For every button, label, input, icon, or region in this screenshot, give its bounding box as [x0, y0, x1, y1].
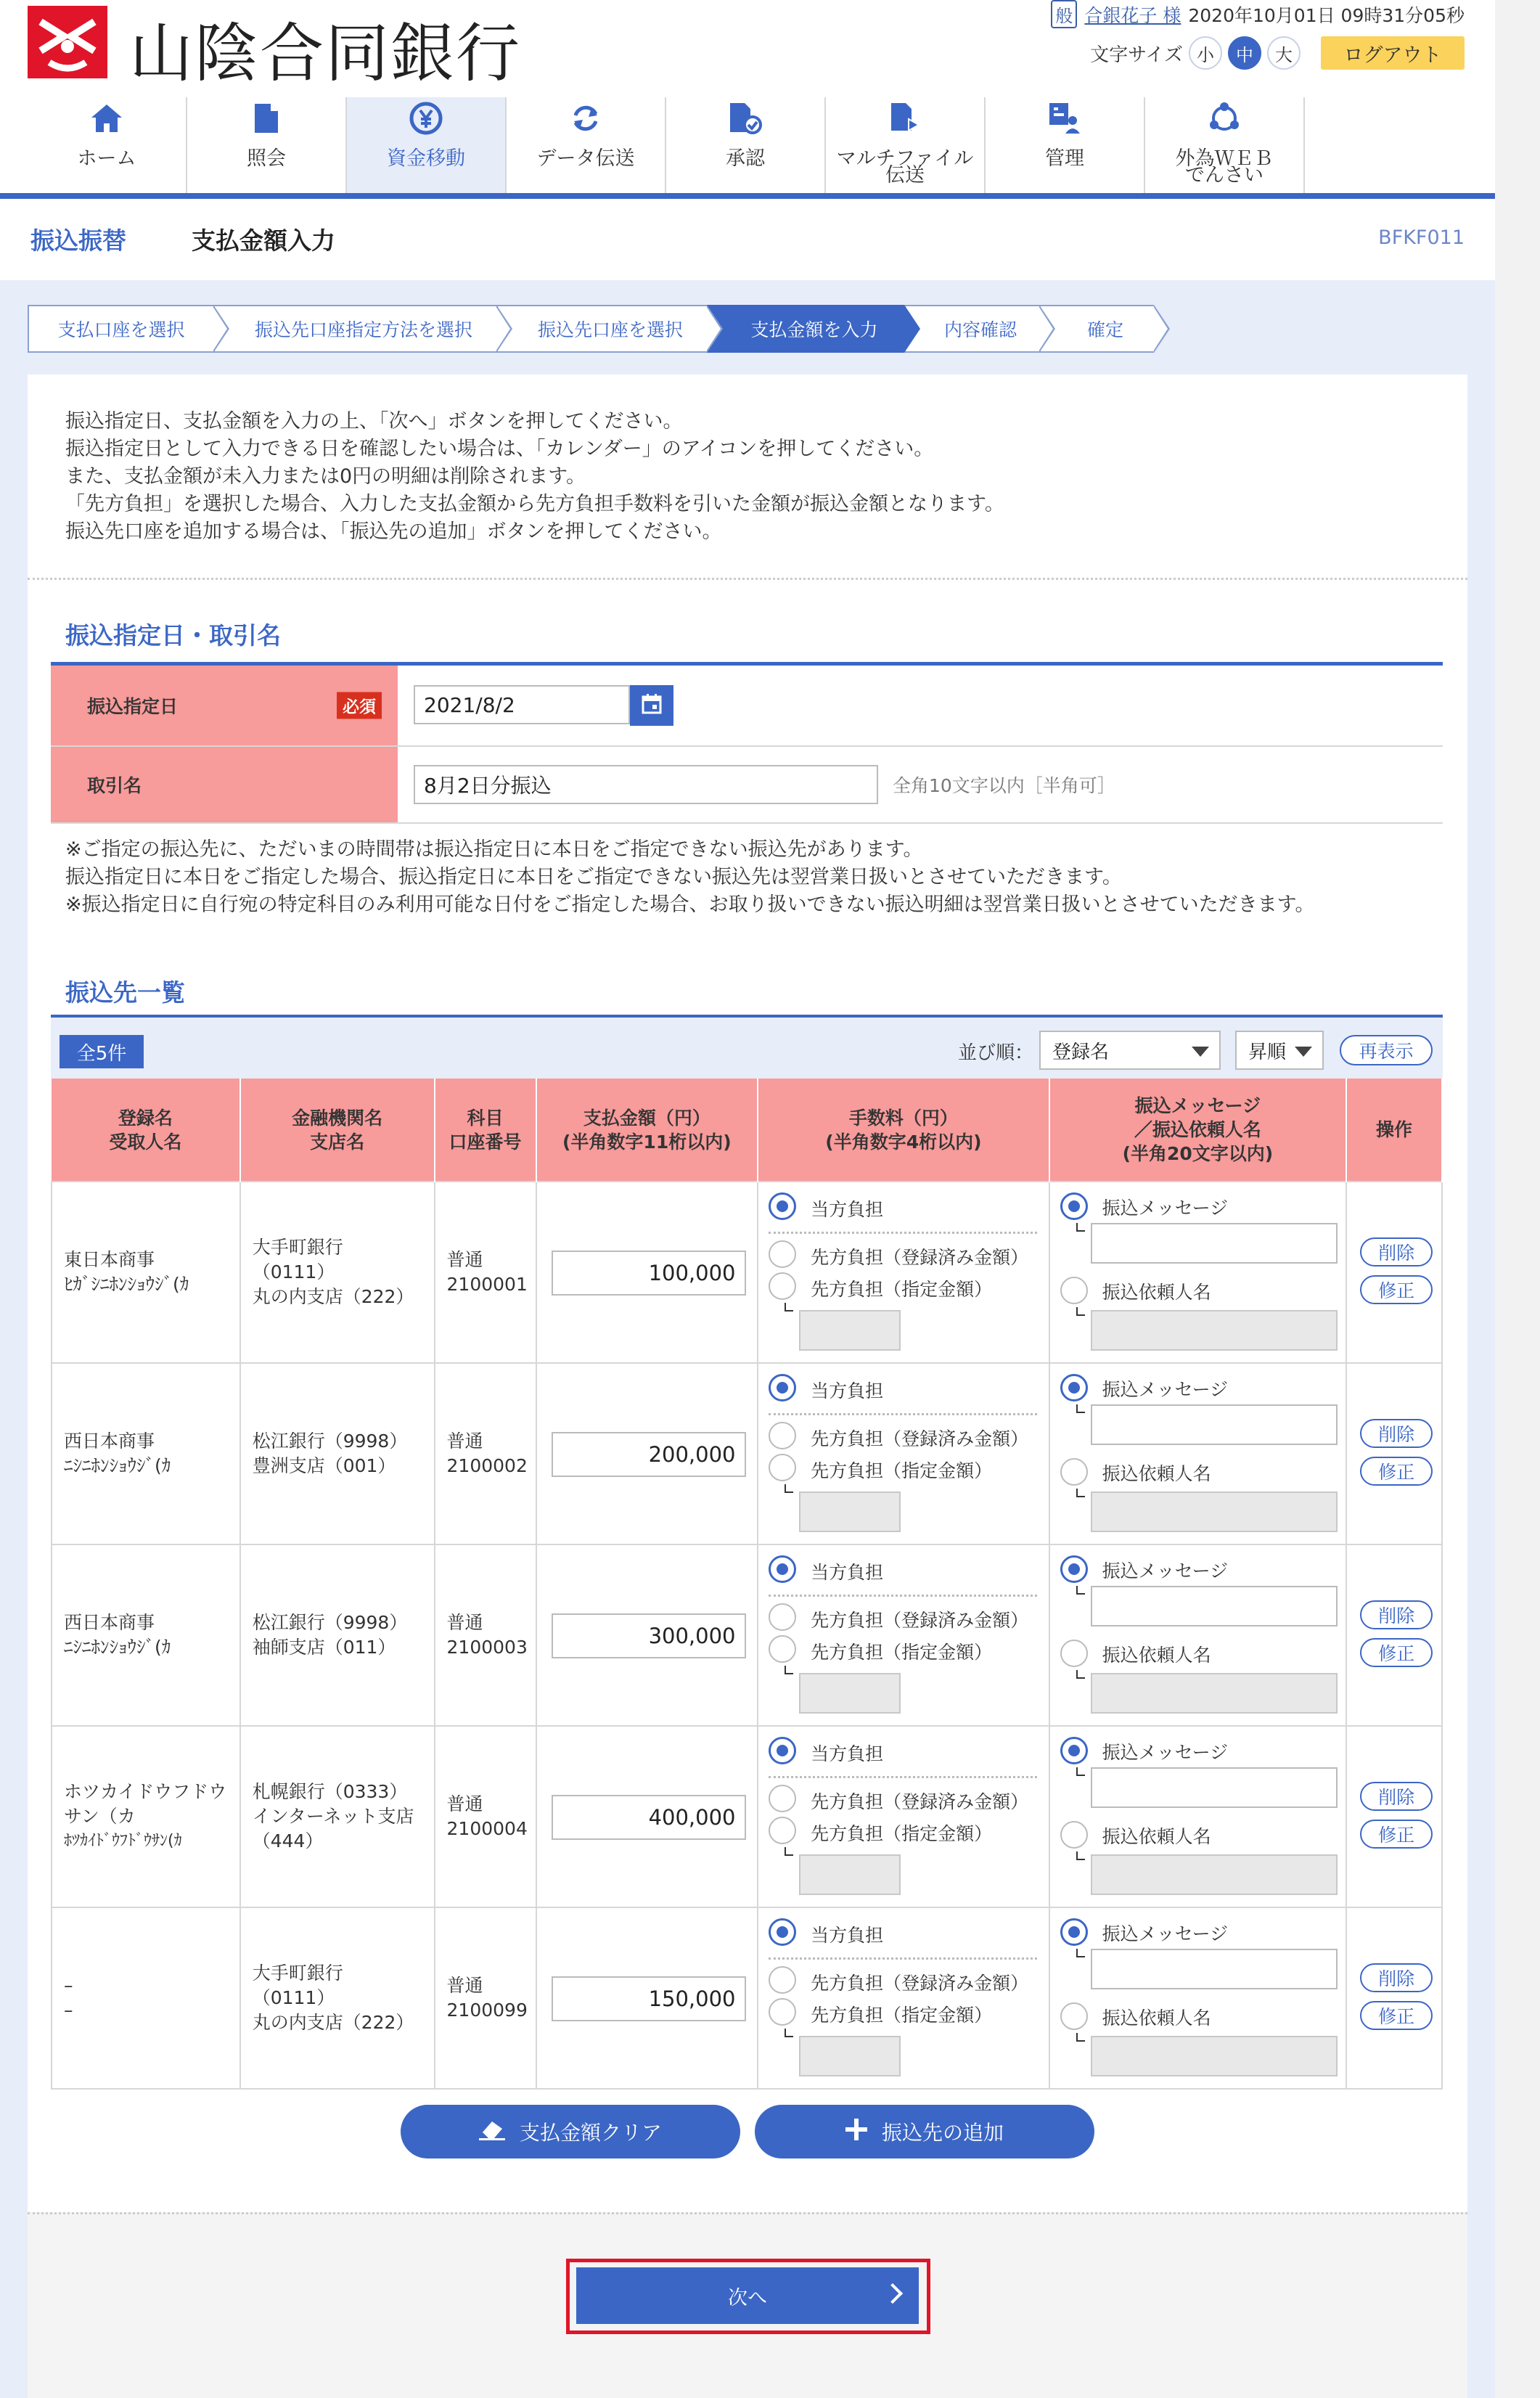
instruction-line: 振込指定日として入力できる日を確認したい場合は、「カレンダー」のアイコンを押してください。 [65, 438, 934, 460]
bank-cell [240, 1363, 435, 1544]
nav-multifile[interactable] [826, 97, 986, 195]
registered-name: – [64, 1975, 73, 1996]
amount-cell [536, 1726, 758, 1907]
account-cell [435, 1363, 536, 1544]
recipient-name-kana: ﾎﾂｶｲﾄﾞｳﾌﾄﾞｳｻﾝ(ｶ [64, 1832, 182, 1850]
account-number: 2100003 [446, 1637, 528, 1658]
requester-label: 振込依頼人名 [1102, 1282, 1211, 1303]
fee-amount-input [799, 1310, 901, 1351]
edit-button[interactable]: 修正 [1360, 1820, 1433, 1849]
payee-name-cell [52, 1363, 240, 1544]
transaction-name-hint: 全角10文字以内［半角可］ [893, 775, 1115, 796]
col-header-account: 科目 口座番号 [435, 1079, 536, 1182]
payee-name-cell [52, 1182, 240, 1363]
approval-document-icon [727, 100, 763, 136]
chevron-down-icon [1192, 1047, 1209, 1057]
fee-specified-label: 先方負担（指定金額） [811, 2005, 993, 2026]
eraser-icon [479, 2119, 505, 2145]
transfer-date-label-text: 振込指定日 [87, 696, 179, 717]
bank-name: 大手町銀行 [252, 1237, 343, 1258]
requester-radio[interactable] [1060, 1640, 1088, 1667]
account-cell [435, 1726, 536, 1907]
bank-name: 松江銀行（9998） [252, 1431, 408, 1452]
document-icon [248, 100, 284, 136]
message-input[interactable] [1091, 1223, 1338, 1264]
recipient-name: サン（カ [64, 1806, 136, 1827]
screen-id: BFKF011 [1378, 226, 1465, 249]
fee-self-label: 当方負担 [811, 1199, 884, 1220]
table-row [52, 1182, 1442, 1363]
sort-order-select[interactable] [1235, 1031, 1324, 1070]
font-size-medium-button[interactable]: 中 [1228, 36, 1261, 70]
global-nav [28, 97, 1467, 195]
user-name-link[interactable]: 合銀花子 様 [1084, 4, 1181, 26]
amount-input[interactable]: 400,000 [552, 1795, 746, 1840]
network-icon [1206, 100, 1242, 136]
calendar-button[interactable] [630, 685, 673, 726]
next-button[interactable] [576, 2267, 919, 2324]
requester-input [1091, 1310, 1338, 1351]
requester-input [1091, 1491, 1338, 1532]
table-header [52, 1079, 1442, 1182]
message-input[interactable] [1091, 1404, 1338, 1445]
message-cell [1049, 1907, 1346, 2089]
indent-elbow-icon [785, 1484, 793, 1493]
edit-button[interactable]: 修正 [1360, 1457, 1433, 1486]
registered-name: 西日本商事 [64, 1431, 155, 1452]
indent-elbow-icon [1076, 1670, 1085, 1679]
progress-steps [28, 305, 1154, 353]
edit-button[interactable]: 修正 [1360, 1638, 1433, 1667]
account-type: 普通 [446, 1431, 483, 1452]
step-3: 振込先口座を選択 [496, 305, 707, 353]
requester-label: 振込依頼人名 [1102, 1826, 1211, 1847]
fee-amount-input [799, 1491, 901, 1532]
divider [769, 1957, 1037, 1960]
clear-amount-button[interactable] [401, 2105, 740, 2158]
indent-elbow-icon [785, 1666, 793, 1674]
bank-name: 大手町銀行 [252, 1963, 343, 1984]
fee-self-radio[interactable] [769, 1374, 796, 1401]
message-radio[interactable] [1060, 1192, 1088, 1220]
account-number: 2100002 [446, 1455, 528, 1476]
divider [769, 1232, 1037, 1234]
fee-self-radio[interactable] [769, 1918, 796, 1946]
fee-registered-radio[interactable] [769, 1603, 796, 1631]
recipient-name: ﾆｼﾆﾎﾝｼｮｳｼﾞ(ｶ [64, 1455, 171, 1476]
amount-input[interactable]: 150,000 [552, 1976, 746, 2021]
fee-specified-radio[interactable] [769, 1998, 796, 2026]
delete-button[interactable]: 削除 [1360, 1419, 1433, 1448]
font-size-large-button[interactable]: 大 [1267, 36, 1301, 70]
divider [769, 1413, 1037, 1415]
nav-inquiry-label: 照会 [247, 147, 286, 170]
page-title: 支払金額入力 [192, 226, 335, 255]
indent-elbow-icon [1076, 1767, 1085, 1776]
font-size-controls [1090, 36, 1465, 70]
delete-button[interactable]: 削除 [1360, 1963, 1433, 1992]
bank-name: 松江銀行（9998） [252, 1612, 408, 1633]
note-line: ※ご指定の振込先に、ただいまの時間帯は振込指定日に本日をご指定できない振込先があります。 [65, 838, 923, 861]
fee-registered-radio[interactable] [769, 1240, 796, 1268]
plus-icon [845, 2119, 867, 2145]
registered-name: 西日本商事 [64, 1612, 155, 1633]
refresh-button[interactable]: 再表示 [1340, 1035, 1433, 1065]
col-header-bank: 金融機関名 支店名 [240, 1079, 435, 1182]
yen-circle-icon [408, 100, 444, 136]
fee-specified-label: 先方負担（指定金額） [811, 1642, 993, 1663]
fee-specified-radio[interactable] [769, 1454, 796, 1481]
font-size-label: 文字サイズ [1090, 44, 1183, 66]
page-category: 振込振替 [30, 226, 126, 255]
step-1: 支払口座を選択 [28, 305, 213, 353]
bank-name: 山陰合同銀行 [129, 16, 522, 91]
chevron-right-icon [882, 2283, 903, 2304]
message-input[interactable] [1091, 1949, 1338, 1989]
section-title-date: 振込指定日・取引名 [65, 621, 281, 650]
col-header-message: 振込メッセージ ／振込依頼人名 (半角20文字以内) [1049, 1079, 1346, 1182]
col-header-fee: 手数料（円） (半角数字4桁以内) [758, 1079, 1049, 1182]
calendar-icon [641, 693, 663, 718]
sort-field-value: 登録名 [1052, 1041, 1110, 1063]
fee-self-radio[interactable] [769, 1737, 796, 1764]
fee-cell [758, 1182, 1049, 1363]
fee-registered-label: 先方負担（登録済み金額） [811, 1610, 1029, 1631]
step-4: 支払金額を入力 [707, 305, 904, 353]
actions-cell [1346, 1544, 1442, 1726]
file-upload-icon [887, 100, 923, 136]
indent-elbow-icon [1076, 1404, 1085, 1413]
indent-elbow-icon [785, 2029, 793, 2037]
table-row [52, 1363, 1442, 1544]
fee-specified-label: 先方負担（指定金額） [811, 1460, 993, 1481]
indent-elbow-icon [1076, 1949, 1085, 1957]
nav-forex-label: 外為ＷＥＢ [1175, 147, 1274, 170]
instruction-line: また、支払金額が未入力または0円の明細は削除されます。 [65, 465, 586, 488]
bank-cell [240, 1726, 435, 1907]
bank-cell [240, 1907, 435, 2089]
management-icon [1047, 100, 1083, 136]
payee-table [51, 1079, 1443, 2090]
transaction-name-value [398, 747, 1443, 822]
nav-data-transfer[interactable] [507, 97, 666, 195]
amount-cell [536, 1907, 758, 2089]
step-6: 確定 [1039, 305, 1154, 353]
message-label: 振込メッセージ [1102, 1560, 1229, 1581]
edit-button[interactable]: 修正 [1360, 1275, 1433, 1304]
requester-radio[interactable] [1060, 1277, 1088, 1304]
actions-cell [1346, 1363, 1442, 1544]
recipient-name: ﾋｶﾞｼﾆﾎﾝｼｮｳｼﾞ(ｶ [64, 1274, 189, 1295]
chevron-down-icon [1295, 1047, 1312, 1057]
bank-code: 豊洲支店（001） [252, 1455, 396, 1476]
account-number: 2100099 [446, 2000, 528, 2021]
login-datetime: 2020年10月01日 09時31分05秒 [1188, 4, 1465, 26]
message-radio[interactable] [1060, 1737, 1088, 1764]
account-number: 2100004 [446, 1818, 528, 1839]
transfer-date-input[interactable]: 2021/8/2 [414, 685, 630, 724]
nav-multifile-label: マルチファイル [836, 147, 974, 170]
branch-name: 丸の内支店（222） [252, 2012, 414, 2033]
sort-field-select[interactable] [1039, 1031, 1221, 1070]
actions-cell [1346, 1182, 1442, 1363]
fee-cell [758, 1363, 1049, 1544]
bank-cell [240, 1182, 435, 1363]
account-cell [435, 1907, 536, 2089]
refresh-icon [568, 100, 604, 136]
count-badge: 全5件 [60, 1035, 144, 1068]
indent-elbow-icon [785, 1303, 793, 1311]
divider [769, 1595, 1037, 1597]
amount-input[interactable]: 300,000 [552, 1613, 746, 1658]
message-cell [1049, 1182, 1346, 1363]
instruction-line: 振込指定日、支払金額を入力の上、「次へ」ボタンを押してください。 [65, 410, 683, 433]
sort-order-value: 昇順 [1248, 1041, 1287, 1063]
transaction-name-label: 取引名 [51, 747, 398, 822]
fee-specified-radio[interactable] [769, 1817, 796, 1844]
nav-inquiry[interactable] [187, 97, 347, 195]
fee-cell [758, 1544, 1049, 1726]
requester-input [1091, 1854, 1338, 1895]
fee-cell [758, 1726, 1049, 1907]
account-cell [435, 1182, 536, 1363]
fee-amount-input [799, 2036, 901, 2076]
transfer-date-row [51, 666, 1443, 747]
message-cell [1049, 1363, 1346, 1544]
fee-amount-input [799, 1854, 901, 1895]
col-header-name: 登録名 受取人名 [52, 1079, 240, 1182]
divider [28, 578, 1467, 580]
instructions [65, 408, 1004, 546]
message-label: 振込メッセージ [1102, 1379, 1229, 1400]
requester-input [1091, 2036, 1338, 2076]
font-size-small-button[interactable]: 小 [1189, 36, 1222, 70]
list-toolbar [51, 1018, 1443, 1079]
indent-elbow-icon [1076, 1586, 1085, 1595]
requester-label: 振込依頼人名 [1102, 1645, 1211, 1666]
message-cell [1049, 1544, 1346, 1726]
fee-specified-label: 先方負担（指定金額） [811, 1823, 993, 1844]
fee-self-label: 当方負担 [811, 1380, 884, 1401]
amount-input[interactable]: 200,000 [552, 1432, 746, 1477]
fee-registered-radio[interactable] [769, 1966, 796, 1994]
message-label: 振込メッセージ [1102, 1923, 1229, 1944]
fee-registered-radio[interactable] [769, 1422, 796, 1449]
indent-elbow-icon [1076, 2033, 1085, 2042]
fee-cell [758, 1907, 1049, 2089]
required-badge: 必須 [337, 692, 382, 719]
message-input[interactable] [1091, 1586, 1338, 1626]
add-payee-label: 振込先の追加 [881, 2121, 1004, 2145]
next-label: 次へ [728, 2286, 767, 2309]
table-row [52, 1544, 1442, 1726]
requester-radio[interactable] [1060, 2002, 1088, 2030]
fee-self-label: 当方負担 [811, 1743, 884, 1764]
date-notes [65, 836, 1314, 919]
fee-registered-radio[interactable] [769, 1785, 796, 1812]
nav-management[interactable] [986, 97, 1145, 195]
amount-cell [536, 1544, 758, 1726]
note-line: ※振込指定日に自行宛の特定科目のみ利用可能な日付をご指定した場合、お取り扱いできない振込明細は翌営業日扱いとさせていただきます。 [65, 893, 1315, 916]
delete-button[interactable]: 削除 [1360, 1782, 1433, 1811]
account-type: 普通 [446, 1975, 483, 1996]
user-info [1051, 0, 1465, 28]
add-payee-button[interactable] [755, 2105, 1094, 2158]
bank-code: インターネット支店 [252, 1806, 414, 1827]
note-line: 振込指定日に本日をご指定した場合、振込指定日に本日をご指定できない振込先は翌営業日扱いとさせていただきます。 [65, 866, 1122, 888]
transaction-name-input[interactable]: 8月2日分振込 [414, 765, 878, 804]
fee-registered-label: 先方負担（登録済み金額） [811, 1973, 1029, 1994]
recipient-name: – [64, 2000, 73, 2021]
table-row [52, 1726, 1442, 1907]
section-title-payees: 振込先一覧 [65, 978, 185, 1007]
payee-name-cell [52, 1726, 240, 1907]
registered-name: 東日本商事 [64, 1249, 155, 1270]
nav-approval[interactable] [666, 97, 826, 195]
message-cell [1049, 1726, 1346, 1907]
fee-specified-radio[interactable] [769, 1635, 796, 1663]
instruction-line: 振込先口座を追加する場合は、「振込先の追加」ボタンを押してください。 [65, 520, 722, 543]
transfer-date-value [398, 666, 1443, 745]
step-5: 内容確認 [904, 305, 1039, 353]
indent-elbow-icon [785, 1847, 793, 1856]
message-radio[interactable] [1060, 1555, 1088, 1583]
sort-label: 並び順： [958, 1042, 1034, 1064]
message-radio[interactable] [1060, 1374, 1088, 1401]
requester-input [1091, 1673, 1338, 1714]
bank-code: 袖師支店（011） [252, 1637, 396, 1658]
recipient-name: ﾆｼﾆﾎﾝｼｮｳｼﾞ(ｶ [64, 1637, 171, 1658]
account-cell [435, 1544, 536, 1726]
nav-forex-densai[interactable] [1145, 97, 1305, 195]
transaction-name-row [51, 747, 1443, 824]
nav-multifile-label2: 伝送 [885, 164, 925, 187]
fee-registered-label: 先方負担（登録済み金額） [811, 1247, 1029, 1268]
nav-underline [0, 193, 1495, 199]
message-label: 振込メッセージ [1102, 1742, 1229, 1763]
bank-logo-icon [28, 6, 107, 78]
branch-name: 丸の内支店（222） [252, 1286, 414, 1307]
fee-registered-label: 先方負担（登録済み金額） [811, 1428, 1029, 1449]
indent-elbow-icon [1076, 1489, 1085, 1497]
amount-cell [536, 1363, 758, 1544]
registered-name: ホツカイドウフドウ [64, 1781, 227, 1802]
requester-label: 振込依頼人名 [1102, 1463, 1211, 1484]
message-radio[interactable] [1060, 1918, 1088, 1946]
fee-self-radio[interactable] [769, 1192, 796, 1220]
actions-cell [1346, 1907, 1442, 2089]
payee-name-cell [52, 1907, 240, 2089]
account-type: 普通 [446, 1612, 483, 1633]
requester-radio[interactable] [1060, 1458, 1088, 1486]
bank-name: 札幌銀行（0333） [252, 1781, 408, 1802]
indent-elbow-icon [1076, 1851, 1085, 1860]
nav-data-transfer-label: データ伝送 [536, 147, 635, 170]
divider [769, 1776, 1037, 1778]
nav-home-label: ホーム [77, 147, 136, 170]
logout-button[interactable]: ログアウト [1321, 36, 1465, 70]
branch-name: （444） [252, 1830, 324, 1851]
payee-name-cell [52, 1544, 240, 1726]
delete-button[interactable]: 削除 [1360, 1237, 1433, 1266]
fee-registered-label: 先方負担（登録済み金額） [811, 1791, 1029, 1812]
amount-cell [536, 1182, 758, 1363]
indent-elbow-icon [1076, 1307, 1085, 1316]
fee-self-label: 当方負担 [811, 1925, 884, 1946]
col-header-amount: 支払金額（円） (半角数字11桁以内) [536, 1079, 758, 1182]
transfer-date-label [51, 666, 398, 745]
amount-input[interactable]: 100,000 [552, 1251, 746, 1296]
bank-code: （0111） [252, 1987, 335, 2008]
nav-approval-label: 承認 [726, 147, 765, 170]
nav-densai-label: でんさい [1185, 164, 1263, 187]
nav-home[interactable] [28, 97, 187, 195]
message-input[interactable] [1091, 1767, 1338, 1808]
col-header-actions: 操作 [1346, 1079, 1442, 1182]
nav-fund-transfer[interactable] [347, 97, 507, 195]
edit-button[interactable]: 修正 [1360, 2001, 1433, 2030]
account-type: 普通 [446, 1793, 483, 1814]
clear-amount-label: 支払金額クリア [519, 2121, 662, 2145]
table-row [52, 1907, 1442, 2089]
instruction-line: 「先方負担」を選択した場合、入力した支払金額から先方負担手数料を引いた金額が振込金額となります。 [65, 493, 1004, 515]
fee-specified-radio[interactable] [769, 1272, 796, 1300]
user-type-badge: 般 [1051, 0, 1077, 28]
requester-radio[interactable] [1060, 1821, 1088, 1849]
bank-code: （0111） [252, 1261, 335, 1282]
home-icon [89, 100, 125, 136]
step-2: 振込先口座指定方法を選択 [213, 305, 496, 353]
account-number: 2100001 [446, 1274, 528, 1295]
message-label: 振込メッセージ [1102, 1198, 1229, 1219]
delete-button[interactable]: 削除 [1360, 1600, 1433, 1629]
requester-label: 振込依頼人名 [1102, 2008, 1211, 2029]
account-type: 普通 [446, 1249, 483, 1270]
nav-fund-transfer-label: 資金移動 [387, 147, 465, 170]
bank-cell [240, 1544, 435, 1726]
fee-self-label: 当方負担 [811, 1562, 884, 1583]
actions-cell [1346, 1726, 1442, 1907]
fee-specified-label: 先方負担（指定金額） [811, 1279, 993, 1300]
indent-elbow-icon [1076, 1223, 1085, 1232]
fee-amount-input [799, 1673, 901, 1714]
scrollbar[interactable] [1495, 0, 1540, 2398]
nav-management-label: 管理 [1045, 147, 1084, 170]
fee-self-radio[interactable] [769, 1555, 796, 1583]
